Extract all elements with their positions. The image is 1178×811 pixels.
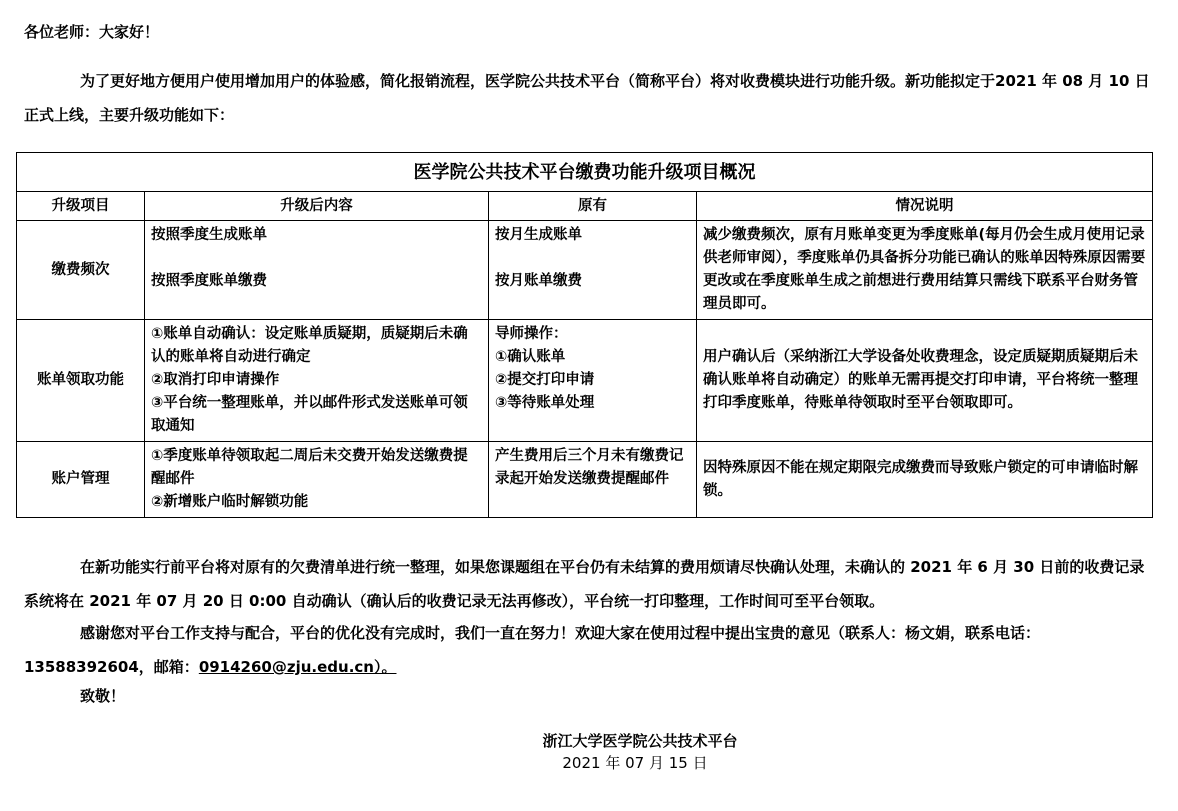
row-original	[489, 221, 697, 320]
header-original: 原有	[489, 192, 697, 221]
table-row	[17, 442, 1153, 518]
old-line: ②提交打印申请	[495, 372, 595, 388]
table-header-row	[17, 192, 1153, 221]
old-line: 产生费用后三个月未有缴费记录起开始发送缴费提醒邮件	[495, 448, 684, 487]
row-new-content	[145, 442, 489, 518]
upgrade-summary-table	[16, 152, 1153, 518]
row-original	[489, 442, 697, 518]
signature-date: 2021 年 07 月 15 日	[562, 754, 708, 772]
row-item: 缴费频次	[17, 221, 145, 320]
new-line: ②新增账户临时解锁功能	[151, 494, 309, 510]
old-line: 按月生成账单	[495, 227, 582, 243]
old-line: ③等待账单处理	[495, 395, 595, 411]
new-line: ②取消打印申请操作	[151, 372, 280, 388]
thanks-paragraph	[24, 616, 1154, 684]
row-note: 用户确认后（采纳浙江大学设备处收费理念，设定质疑期质疑期后未确认账单将自动确定）的账单无需再提交打印申请，平台将统一整理打印季度账单，待账单待领取时至平台领取即可。	[697, 320, 1153, 442]
new-line: 按照季度账单缴费	[151, 273, 267, 289]
row-new-content	[145, 320, 489, 442]
old-line: ①确认账单	[495, 349, 566, 365]
new-line: ①季度账单待领取起二周后未交费开始发送缴费提醒邮件	[151, 448, 468, 487]
row-original	[489, 320, 697, 442]
row-item: 账户管理	[17, 442, 145, 518]
signature-org: 浙江大学医学院公共技术平台	[542, 732, 738, 750]
row-note: 因特殊原因不能在规定期限完成缴费而导致账户锁定的可申请临时解锁。	[697, 442, 1153, 518]
row-new-content	[145, 221, 489, 320]
new-line: ①账单自动确认：设定账单质疑期，质疑期后未确认的账单将自动进行确定	[151, 326, 468, 365]
notice-paragraph: 在新功能实行前平台将对原有的欠费清单进行统一整理，如果您课题组在平台仍有未结算的费用烦请尽快确认处理，未确认的 2021 年 6 月 30 日前的收费记录系统将在 2021 年 07 月 20 日 0:00 自动确认（确认后的收费记录无法再修改），平台统一打印整理，工作时间可至平台领取。	[24, 558, 1145, 610]
header-new-content: 升级后内容	[145, 192, 489, 221]
old-line: 导师操作：	[495, 326, 568, 342]
intro-paragraph: 为了更好地方便用户使用增加用户的体验感，简化报销流程，医学院公共技术平台（简称平台）将对收费模块进行功能升级。新功能拟定于2021 年 08 月 10 日正式上线，主要升级功能如下：	[24, 72, 1150, 124]
new-line: 按照季度生成账单	[151, 227, 267, 243]
thanks-text: 感谢您对平台工作支持与配合，平台的优化没有完成时，我们一直在努力！欢迎大家在使用过程中提出宝贵的意见（联系人：杨文娟，联系电话：13588392604，邮箱：	[24, 624, 1041, 676]
table-title: 医学院公共技术平台缴费功能升级项目概况	[17, 153, 1153, 192]
table-row	[17, 320, 1153, 442]
contact-email-link[interactable]: 0914260@zju.edu.cn）。	[198, 658, 397, 676]
old-line: 按月账单缴费	[495, 273, 582, 289]
header-item: 升级项目	[17, 192, 145, 221]
row-item: 账单领取功能	[17, 320, 145, 442]
table-row	[17, 221, 1153, 320]
new-line: ③平台统一整理账单，并以邮件形式发送账单可领取通知	[151, 395, 468, 434]
closing: 致敬！	[80, 687, 126, 705]
greeting: 各位老师：大家好！	[24, 23, 160, 41]
row-note: 减少缴费频次，原有月账单变更为季度账单(每月仍会生成月使用记录供老师审阅），季度账单仍具备拆分功能已确认的账单因特殊原因需要更改或在季度账单生成之前想进行费用结算只需线下联系平台财务管理员即可。	[697, 221, 1153, 320]
header-description: 情况说明	[697, 192, 1153, 221]
